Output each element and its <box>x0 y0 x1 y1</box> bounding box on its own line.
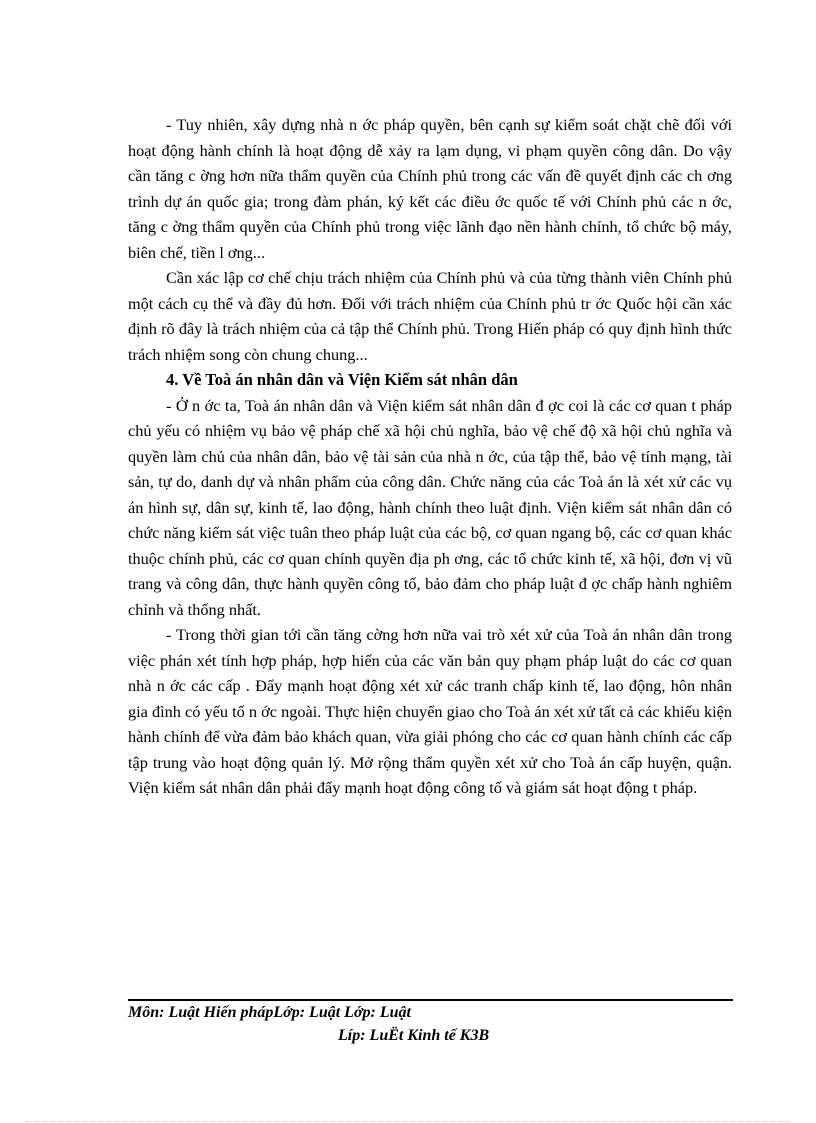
document-body <box>128 112 732 801</box>
paragraph-courts-future: - Trong thời gian tới cần tăng cờng hơn nữa vai trò xét xử của Toà án nhân dân trong việc phán xét tính hợp pháp, hợp hiến của các văn bản quy phạm pháp luật do các cơ quan nhà n ớc các cấp . Đẩy mạnh hoạt động xét xử các tranh chấp kinh tế, lao động, hôn nhân gia đình có yếu tố n ớc ngoài. Thực hiện chuyển giao cho Toà án xét xử tất cả các khiếu kiện hành chính để vừa đảm bảo khách quan, vừa giải phóng cho các cơ quan hành chính các cấp tập trung vào hoạt động quản lý. Mở rộng thẩm quyền xét xử cho Toà án cấp huyện, quận. Viện kiểm sát nhân dân phải đẩy mạnh hoạt động công tố và giám sát hoạt động t pháp. <box>128 625 732 797</box>
section-heading-courts: 4. Về Toà án nhân dân và Viện Kiểm sát nhân dân <box>166 370 518 389</box>
paragraph-government-powers: - Tuy nhiên, xây dựng nhà n ớc pháp quyền, bên cạnh sự kiểm soát chặt chẽ đối với hoạt động hành chính là hoạt động dễ xảy ra lạm dụng, vi phạm quyền công dân. Do vậy cần tăng c ờng hơn nữa thẩm quyền của Chính phủ trong các vấn đề quyết định các ch ơng trình dự án quốc gia; trong đàm phán, ký kết các điều ớc quốc tế với Chính phủ các n ớc, tăng c ờng thẩm quyền của Chính phủ trong việc lãnh đạo nền hành chính, tổ chức bộ máy, biên chế, tiền l ơng... <box>128 115 732 262</box>
paragraph-government-responsibility: Cần xác lập cơ chế chịu trách nhiệm của Chính phủ và của từng thành viên Chính phủ một cách cụ thể và đầy đủ hơn. Đối với trách nhiệm của Chính phủ tr ớc Quốc hội cần xác định rõ đây là trách nhiệm của cả tập thể Chính phủ. Trong Hiến pháp có quy định hình thức trách nhiệm song còn chung chung... <box>128 268 732 364</box>
footer-class-line: Líp: LuËt Kinh tế K3B <box>338 1027 490 1044</box>
footer-divider <box>128 999 733 1001</box>
paragraph-courts-role: - Ở n ớc ta, Toà án nhân dân và Viện kiểm sát nhân dân đ ợc coi là các cơ quan t pháp chủ yếu có nhiệm vụ bảo vệ pháp chế xã hội chủ nghĩa, bảo vệ chế độ xã hội chủ nghĩa và quyền làm chủ của nhân dân, bảo vệ tài sản của nhà n ớc, của tập thể, bảo vệ tính mạng, tài sản, tự do, danh dự và nhân phẩm của công dân. Chức năng của các Toà án là xét xử các vụ án hình sự, dân sự, kinh tế, lao động, hành chính theo luật định. Viện kiểm sát nhân dân có chức năng kiểm sát việc tuân theo pháp luật của các bộ, cơ quan ngang bộ, các cơ quan khác thuộc chính phủ, các cơ quan chính quyền địa ph ơng, các tổ chức kinh tế, xã hội, đơn vị vũ trang và công dân, thực hành quyền công tố, bảo đảm cho pháp luật đ ợc chấp hành nghiêm chỉnh và thống nhất. <box>128 395 732 619</box>
page-bottom-edge <box>26 1121 790 1122</box>
footer-course-line: Môn: Luật Hiến phápLớp: Luật Lớp: Luật <box>128 1004 411 1021</box>
